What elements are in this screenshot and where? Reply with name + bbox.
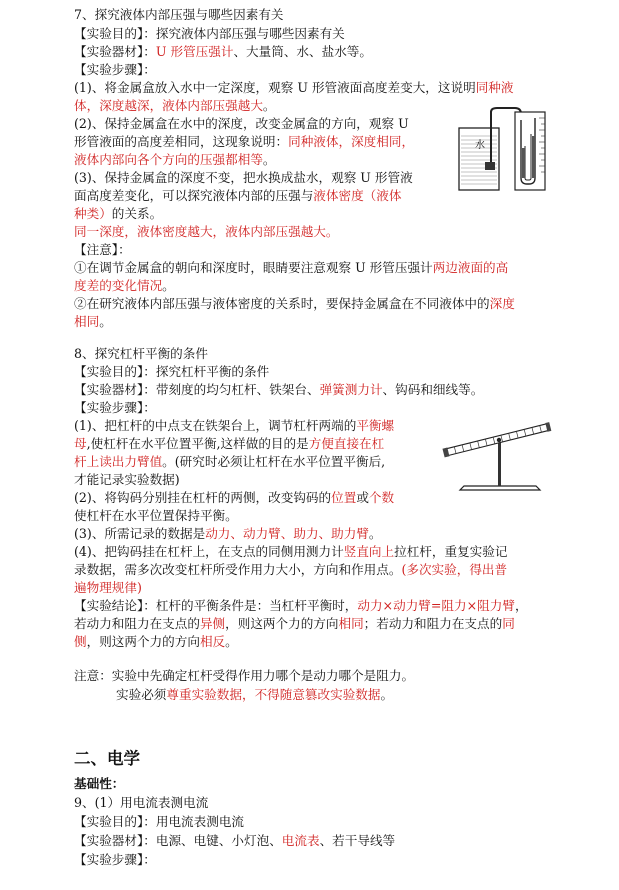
s7-steps-label: 【实验步骤】： [74,62,156,77]
section-7-title: 7、探究液体内部压强与哪些因素有关 [74,7,284,22]
s7-note1-line1: ①在调节金属盒的朝向和深度时，眼睛要注意观察 U 形管压强计两边液面的高 [74,260,509,275]
s8-purpose: 【实验目的】：探究杠杆平衡的条件 [74,364,270,379]
s8-step3: (3)、所需记录的数据是动力、动力臂、助力、助力臂。 [74,526,382,541]
s8-step1-line3: 杆上读出力臂值。(研究时必须让杠杆在水平位置平衡后, [74,454,386,469]
s7-step1-line2: 体，深度越深，液体内部压强越大。 [74,98,276,113]
s7-note2-line2: 相同。 [74,314,112,329]
s7-conclusion: 同一深度，液体密度越大，液体内部压强越大。 [74,224,339,239]
figure-label-water: 水 [475,140,485,151]
s7-step3-line3: 种类）的关系。 [74,206,163,221]
s8-note-line2: 实验必须尊重实验数据，不得随意篡改实验数据。 [116,687,394,702]
electrical-section-heading: 二、电学 [74,749,140,768]
s8-step4-line2: 录数据，需多次改变杠杆所受作用力大小，方向和作用点。(多次实验，得出普 [74,562,508,577]
item-9-title: 9、(1）用电流表测电流 [74,795,209,810]
s8-steps-label: 【实验步骤】： [74,400,156,415]
u-tube-manometer-figure [455,106,553,194]
s8-conclusion-line3: 侧，则这两个力的方向相反。 [74,634,238,649]
s8-equipment: 【实验器材】：带刻度的均匀杠杆、铁架台、弹簧测力计、钩码和细线等。 [74,382,484,397]
s7-step2-line2: 形管液面的高度差相同，这现象说明：同种液体，深度相同， [74,134,415,149]
s7-step2-line1: (2)、保持金属盒在水中的深度，改变金属盒的方向，观察 U [74,116,409,131]
s7-note1-line2: 度差的变化情况。 [74,278,175,293]
s8-step4-line3: 遍物理规律) [74,580,142,595]
s7-step1-line1: (1)、将金属盒放入水中一定深度，观察 U 形管液面高度差变大，这说明同种液 [74,80,514,95]
s8-note-line1: 注意：实验中先确定杠杆受得作用力哪个是动力哪个是阻力。 [74,668,415,683]
e-purpose: 【实验目的】：用电流表测电流 [74,814,245,829]
s7-equipment: 【实验器材】：U 形管压强计、大量筒、水、盐水等。 [74,44,372,59]
s8-conclusion-line2: 若动力和阻力在支点的异侧，则这两个力的方向相同；若动力和阻力在支点的同 [74,616,515,631]
basic-label: 基础性： [74,776,125,791]
section-8-title: 8、探究杠杆平衡的条件 [74,346,208,361]
s8-step2-line2: 使杠杆在水平位置保持平衡。 [74,508,238,523]
s8-step1-line4: 才能记录实验数据) [74,472,180,487]
s7-note2-line1: ②在研究液体内部压强与液体密度的关系时，要保持金属盒在不同液体中的深度 [74,296,515,311]
s8-step1-line2: 母,使杠杆在水平位置平衡,这样做的目的是方便直接在杠 [74,436,385,451]
s8-step1-line1: (1)、把杠杆的中点支在铁架台上，调节杠杆两端的平衡螺 [74,418,395,433]
e-equipment: 【实验器材】：电源、电键、小灯泡、电流表、若干导线等 [74,833,396,848]
s7-step3-line2: 面高度差变化，可以探究液体内部的压强与液体密度（液体 [74,188,402,203]
s8-conclusion-line1: 【实验结论】：杠杆的平衡条件是：当杠杆平衡时，动力×动力臂=阻力×阻力臂， [74,598,528,613]
e-steps-label: 【实验步骤】： [74,852,156,867]
s8-step2-line1: (2)、将钩码分别挂在杠杆的两侧，改变钩码的位置或个数 [74,490,395,505]
s7-purpose: 【实验目的】：探究液体内部压强与哪些因素有关 [74,26,345,41]
s8-step4-line1: (4)、把钩码挂在杠杆上，在支点的同侧用测力计竖直向上拉杠杆，重复实验记 [74,544,508,559]
lever-on-stand-figure [440,410,552,492]
s7-note-label: 【注意】： [74,242,131,257]
s7-step3-line1: (3)、保持金属盒的深度不变，把水换成盐水，观察 U 形管液 [74,170,413,185]
s7-step2-line3: 液体内部向各个方向的压强都相等。 [74,152,276,167]
